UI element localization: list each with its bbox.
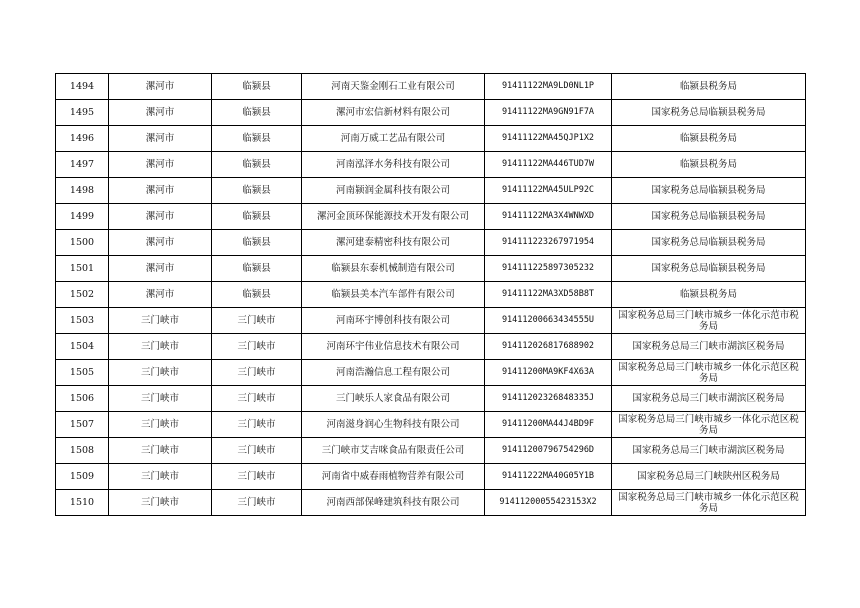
row-number-cell: 1498 <box>56 178 109 204</box>
tax-office-cell: 国家税务总局临颍县税务局 <box>612 230 806 256</box>
table-row <box>56 464 806 490</box>
county-cell: 临颍县 <box>212 230 302 256</box>
city-cell: 三门峡市 <box>109 308 212 334</box>
tax-office-cell: 国家税务总局三门峡市湖滨区税务局 <box>612 438 806 464</box>
county-cell: 临颍县 <box>212 126 302 152</box>
county-cell: 三门峡市 <box>212 386 302 412</box>
company-name-cell: 河南泓泽水务科技有限公司 <box>302 152 485 178</box>
credit-code-cell: 914111225897305232 <box>485 256 612 282</box>
row-number-cell: 1494 <box>56 74 109 100</box>
city-cell: 三门峡市 <box>109 360 212 386</box>
credit-code-cell: 91411200663434555U <box>485 308 612 334</box>
table-row <box>56 334 806 360</box>
credit-code-cell: 91411200796754296D <box>485 438 612 464</box>
table-row <box>56 308 806 334</box>
tax-office-cell: 国家税务总局三门峡陕州区税务局 <box>612 464 806 490</box>
county-cell: 临颍县 <box>212 256 302 282</box>
tax-office-cell: 国家税务总局三门峡市城乡一体化示范区税务局 <box>612 360 806 386</box>
row-number-cell: 1508 <box>56 438 109 464</box>
table-row <box>56 152 806 178</box>
credit-code-cell: 914112026817688902 <box>485 334 612 360</box>
company-name-cell: 三门峡市艾吉咪食品有限责任公司 <box>302 438 485 464</box>
tax-office-cell: 国家税务总局三门峡市城乡一体化示范区税务局 <box>612 412 806 438</box>
table-row <box>56 360 806 386</box>
table-row <box>56 126 806 152</box>
company-name-cell: 河南万威工艺品有限公司 <box>302 126 485 152</box>
company-name-cell: 河南滋身润心生物科技有限公司 <box>302 412 485 438</box>
county-cell: 临颍县 <box>212 178 302 204</box>
city-cell: 漯河市 <box>109 74 212 100</box>
company-name-cell: 三门峡乐人家食品有限公司 <box>302 386 485 412</box>
company-name-cell: 临颍县东泰机械制造有限公司 <box>302 256 485 282</box>
table-row <box>56 438 806 464</box>
table-row <box>56 74 806 100</box>
city-cell: 三门峡市 <box>109 490 212 516</box>
county-cell: 临颍县 <box>212 152 302 178</box>
row-number-cell: 1507 <box>56 412 109 438</box>
tax-office-cell: 国家税务总局临颍县税务局 <box>612 100 806 126</box>
tax-office-cell: 国家税务总局三门峡市湖滨区税务局 <box>612 386 806 412</box>
county-cell: 三门峡市 <box>212 438 302 464</box>
row-number-cell: 1496 <box>56 126 109 152</box>
row-number-cell: 1503 <box>56 308 109 334</box>
table-row <box>56 230 806 256</box>
company-name-cell: 河南环宇伟业信息技术有限公司 <box>302 334 485 360</box>
city-cell: 漯河市 <box>109 100 212 126</box>
city-cell: 漯河市 <box>109 256 212 282</box>
company-name-cell: 漯河金顶环保能源技术开发有限公司 <box>302 204 485 230</box>
tax-office-cell: 国家税务总局三门峡市湖滨区税务局 <box>612 334 806 360</box>
city-cell: 漯河市 <box>109 178 212 204</box>
company-name-cell: 河南颍润金属科技有限公司 <box>302 178 485 204</box>
row-number-cell: 1505 <box>56 360 109 386</box>
city-cell: 三门峡市 <box>109 412 212 438</box>
county-cell: 三门峡市 <box>212 334 302 360</box>
row-number-cell: 1495 <box>56 100 109 126</box>
row-number-cell: 1502 <box>56 282 109 308</box>
table-body <box>56 74 806 516</box>
city-cell: 漯河市 <box>109 282 212 308</box>
row-number-cell: 1497 <box>56 152 109 178</box>
city-cell: 三门峡市 <box>109 334 212 360</box>
credit-code-cell: 91411122MA9GN91F7A <box>485 100 612 126</box>
tax-office-cell: 临颍县税务局 <box>612 282 806 308</box>
row-number-cell: 1510 <box>56 490 109 516</box>
credit-code-cell: 91411222MA40G05Y1B <box>485 464 612 490</box>
tax-office-cell: 国家税务总局临颍县税务局 <box>612 256 806 282</box>
tax-office-cell: 国家税务总局临颍县税务局 <box>612 178 806 204</box>
credit-code-cell: 91411122MA9LD0NL1P <box>485 74 612 100</box>
table-row <box>56 178 806 204</box>
table-row <box>56 412 806 438</box>
city-cell: 三门峡市 <box>109 438 212 464</box>
row-number-cell: 1506 <box>56 386 109 412</box>
tax-office-cell: 临颍县税务局 <box>612 74 806 100</box>
credit-code-cell: 91411200055423153X2 <box>485 490 612 516</box>
credit-code-cell: 91411122MA45QJP1X2 <box>485 126 612 152</box>
company-name-cell: 河南西部保峰建筑科技有限公司 <box>302 490 485 516</box>
credit-code-cell: 91411202326848335J <box>485 386 612 412</box>
city-cell: 三门峡市 <box>109 386 212 412</box>
tax-office-cell: 国家税务总局临颍县税务局 <box>612 204 806 230</box>
company-name-cell: 河南环宇博创科技有限公司 <box>302 308 485 334</box>
company-name-cell: 漯河建泰精密科技有限公司 <box>302 230 485 256</box>
table-row <box>56 256 806 282</box>
credit-code-cell: 91411200MA44J4BD9F <box>485 412 612 438</box>
city-cell: 漯河市 <box>109 152 212 178</box>
county-cell: 三门峡市 <box>212 308 302 334</box>
county-cell: 临颍县 <box>212 282 302 308</box>
city-cell: 漯河市 <box>109 230 212 256</box>
tax-office-cell: 临颍县税务局 <box>612 152 806 178</box>
county-cell: 三门峡市 <box>212 490 302 516</box>
county-cell: 临颍县 <box>212 100 302 126</box>
credit-code-cell: 91411200MA9KF4X63A <box>485 360 612 386</box>
credit-code-cell: 91411122MA446TUD7W <box>485 152 612 178</box>
credit-code-cell: 91411122MA3XD58B8T <box>485 282 612 308</box>
company-name-cell: 临颍县美本汽车部件有限公司 <box>302 282 485 308</box>
table-row <box>56 282 806 308</box>
credit-code-cell: 91411122326797195​4 <box>485 230 612 256</box>
county-cell: 三门峡市 <box>212 464 302 490</box>
tax-office-cell: 国家税务总局三门峡市城乡一体化示范区税务局 <box>612 490 806 516</box>
table-row <box>56 204 806 230</box>
table-row <box>56 386 806 412</box>
county-cell: 临颍县 <box>212 204 302 230</box>
city-cell: 漯河市 <box>109 126 212 152</box>
county-cell: 三门峡市 <box>212 412 302 438</box>
row-number-cell: 1500 <box>56 230 109 256</box>
row-number-cell: 1509 <box>56 464 109 490</box>
company-name-cell: 河南天鉴金刚石工业有限公司 <box>302 74 485 100</box>
enterprise-registry-table <box>55 73 806 516</box>
county-cell: 三门峡市 <box>212 360 302 386</box>
city-cell: 漯河市 <box>109 204 212 230</box>
table-row <box>56 100 806 126</box>
row-number-cell: 1504 <box>56 334 109 360</box>
company-name-cell: 漯河市宏信新材料有限公司 <box>302 100 485 126</box>
credit-code-cell: 91411122MA3X4WNWXD <box>485 204 612 230</box>
credit-code-cell: 91411122MA45ULP92C <box>485 178 612 204</box>
county-cell: 临颍县 <box>212 74 302 100</box>
table-row <box>56 490 806 516</box>
company-name-cell: 河南省中威春雨植物营养有限公司 <box>302 464 485 490</box>
tax-office-cell: 临颍县税务局 <box>612 126 806 152</box>
city-cell: 三门峡市 <box>109 464 212 490</box>
tax-office-cell: 国家税务总局三门峡市城乡一体化示范市税务局 <box>612 308 806 334</box>
company-name-cell: 河南浩瀚信息工程有限公司 <box>302 360 485 386</box>
row-number-cell: 1501 <box>56 256 109 282</box>
row-number-cell: 1499 <box>56 204 109 230</box>
